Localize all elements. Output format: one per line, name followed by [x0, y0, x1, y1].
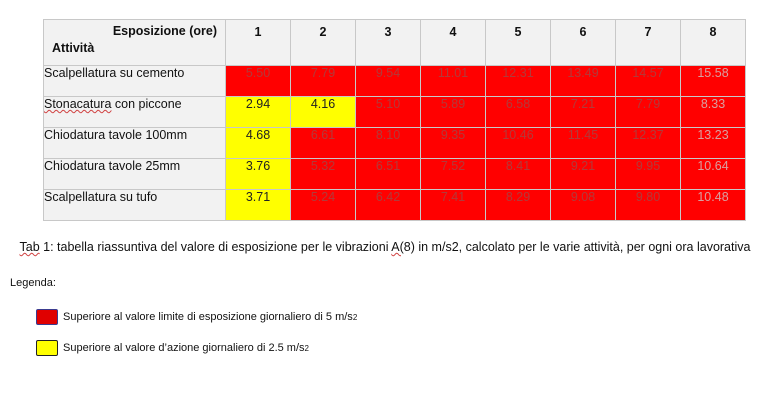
- value-cell: 8.10: [356, 128, 421, 159]
- caption-a8: A(: [391, 240, 404, 254]
- value-cell: 9.08: [551, 190, 616, 221]
- caption-text-1: 1: tabella riassuntiva del valore di esposizione per le vibrazioni: [39, 240, 392, 254]
- value-cell: 9.21: [551, 159, 616, 190]
- value-cell: 5.50: [226, 66, 291, 97]
- table-row: [44, 159, 746, 190]
- activity-cell: Chiodatura tavole 25mm: [44, 159, 226, 190]
- value-cell: 8.41: [486, 159, 551, 190]
- legend-action-sup: 2: [304, 343, 309, 353]
- corner-header-cell: [44, 20, 226, 66]
- value-cell: 9.54: [356, 66, 421, 97]
- value-cell: 10.46: [486, 128, 551, 159]
- legend-limit-label: Superiore al valore limite di esposizione giornaliero di 5 m/s: [63, 311, 353, 323]
- value-cell: 11.45: [551, 128, 616, 159]
- value-cell: 7.79: [616, 97, 681, 128]
- value-cell: 4.68: [226, 128, 291, 159]
- hour-header: 1: [226, 20, 291, 66]
- value-cell: 2.94: [226, 97, 291, 128]
- table-header-row: [44, 20, 746, 66]
- hour-header: 5: [486, 20, 551, 66]
- yellow-swatch: [36, 340, 58, 356]
- daily-value-cell: 8.33: [681, 97, 746, 128]
- value-cell: 14.57: [616, 66, 681, 97]
- value-cell: 5.89: [421, 97, 486, 128]
- exposure-hours-header: Esposizione (ore): [112, 24, 217, 38]
- hour-header: 7: [616, 20, 681, 66]
- daily-value-cell: 10.64: [681, 159, 746, 190]
- legend-action-label: Superiore al valore d’azione giornaliero di 2.5 m/s: [63, 342, 305, 354]
- value-cell: 3.76: [226, 159, 291, 190]
- value-cell: 5.32: [291, 159, 356, 190]
- value-cell: 6.42: [356, 190, 421, 221]
- table-caption: [10, 238, 760, 256]
- value-cell: 7.21: [551, 97, 616, 128]
- daily-value-cell: 13.23: [681, 128, 746, 159]
- activity-cell: Scalpellatura su cemento: [44, 66, 226, 97]
- value-cell: 13.49: [551, 66, 616, 97]
- table-body: [44, 66, 746, 221]
- value-cell: 6.58: [486, 97, 551, 128]
- caption-text-2: 8) in m/s2, calcolato per le varie attività, per ogni ora lavorativa: [403, 240, 751, 254]
- red-swatch: [36, 309, 58, 325]
- daily-value-cell: 15.58: [681, 66, 746, 97]
- value-cell: 8.29: [486, 190, 551, 221]
- table-row: [44, 128, 746, 159]
- legend-item-action: [36, 340, 309, 356]
- table-row: [44, 190, 746, 221]
- value-cell: 3.71: [226, 190, 291, 221]
- legend-limit-sup: 2: [352, 312, 358, 322]
- value-cell: 9.35: [421, 128, 486, 159]
- activity-cell: Stonacatura con piccone: [44, 97, 226, 128]
- hour-header: 4: [421, 20, 486, 66]
- activity-cell: Chiodatura tavole 100mm: [44, 128, 226, 159]
- table-row: [44, 66, 746, 97]
- value-cell: 12.37: [616, 128, 681, 159]
- caption-tab-label: Tab: [19, 240, 40, 254]
- value-cell: 7.41: [421, 190, 486, 221]
- value-cell: 7.52: [421, 159, 486, 190]
- value-cell: 7.79: [291, 66, 356, 97]
- value-cell: 6.51: [356, 159, 421, 190]
- activity-cell: Scalpellatura su tufo: [44, 190, 226, 221]
- exposure-table: [43, 19, 746, 221]
- value-cell: 5.10: [356, 97, 421, 128]
- value-cell: 11.01: [421, 66, 486, 97]
- value-cell: 9.80: [616, 190, 681, 221]
- activity-header: Attività: [52, 41, 95, 55]
- legend-item-limit: [36, 309, 357, 325]
- value-cell: 4.16: [291, 97, 356, 128]
- table-row: [44, 97, 746, 128]
- hour-header: 8: [681, 20, 746, 66]
- hour-header: 6: [551, 20, 616, 66]
- value-cell: 12.31: [486, 66, 551, 97]
- value-cell: 9.95: [616, 159, 681, 190]
- legend-title: Legenda:: [10, 277, 56, 289]
- hour-header: 2: [291, 20, 356, 66]
- value-cell: 6.61: [291, 128, 356, 159]
- value-cell: 5.24: [291, 190, 356, 221]
- daily-value-cell: 10.48: [681, 190, 746, 221]
- hour-header: 3: [356, 20, 421, 66]
